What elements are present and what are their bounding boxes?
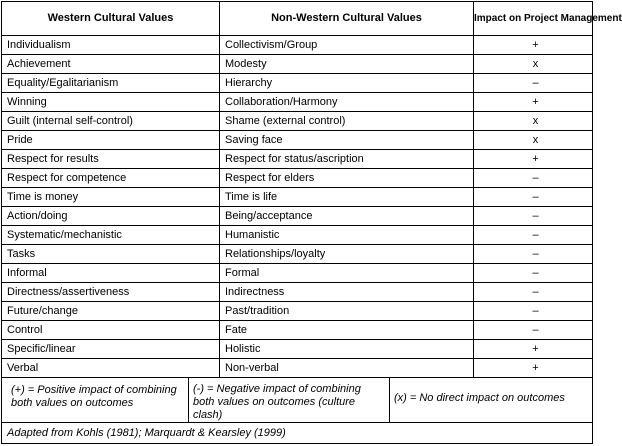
cell-impact: – [474,321,593,340]
cell-nonwestern: Past/tradition [220,302,474,321]
table-row [2,321,593,340]
source-citation: Adapted from Kohls (1981); Marquardt & Kearsley (1999) [2,423,593,444]
cell-impact: – [474,169,593,188]
table-row [2,74,593,93]
cell-nonwestern: Respect for elders [220,169,474,188]
cell-nonwestern: Hierarchy [220,74,474,93]
cell-western: Pride [2,131,220,150]
cell-impact: – [474,283,593,302]
cell-western: Guilt (internal self-control) [2,112,220,131]
cell-western: Action/doing [2,207,220,226]
cell-nonwestern: Indirectness [220,283,474,302]
header-nonwestern: Non-Western Cultural Values [220,2,474,36]
table-row [2,340,593,359]
legend-positive: (+) = Positive impact of combining both values on outcomes [7,378,189,422]
cell-impact: – [474,74,593,93]
cell-western: Equality/Egalitarianism [2,74,220,93]
cell-western: Winning [2,93,220,112]
cell-impact: – [474,302,593,321]
table-header-row [2,2,593,36]
cell-western: Specific/linear [2,340,220,359]
cell-impact: + [474,36,593,55]
cell-western: Control [2,321,220,340]
cell-nonwestern: Non-verbal [220,359,474,378]
cell-impact: – [474,207,593,226]
cell-western: Achievement [2,55,220,74]
table-body [2,36,593,378]
cell-western: Systematic/mechanistic [2,226,220,245]
cell-impact: – [474,264,593,283]
cultural-values-table [1,1,622,444]
cell-impact: x [474,131,593,150]
table-row [2,245,593,264]
legend-row [2,378,593,423]
table-row [2,188,593,207]
table-row [2,36,593,55]
cell-nonwestern: Collectivism/Group [220,36,474,55]
cell-western: Respect for results [2,150,220,169]
cell-nonwestern: Holistic [220,340,474,359]
cell-impact: – [474,226,593,245]
cell-impact: + [474,150,593,169]
cell-nonwestern: Formal [220,264,474,283]
cell-nonwestern: Respect for status/ascription [220,150,474,169]
cell-impact: x [474,55,593,74]
cell-western: Respect for competence [2,169,220,188]
table-row [2,302,593,321]
table-row [2,150,593,169]
cell-nonwestern: Relationships/loyalty [220,245,474,264]
cell-western: Individualism [2,36,220,55]
table-row [2,283,593,302]
cell-impact: + [474,93,593,112]
cell-nonwestern: Shame (external control) [220,112,474,131]
cell-nonwestern: Modesty [220,55,474,74]
cell-western: Directness/assertiveness [2,283,220,302]
legend-no-impact: (x) = No direct impact on outcomes [394,392,565,404]
cell-western: Informal [2,264,220,283]
legend-negative: (-) = Negative impact of combining both values on outcomes (culture clash) [189,378,390,422]
table-row [2,131,593,150]
cell-nonwestern: Fate [220,321,474,340]
cell-western: Time is money [2,188,220,207]
table-row [2,264,593,283]
cell-nonwestern: Humanistic [220,226,474,245]
table-row [2,169,593,188]
cell-nonwestern: Time is life [220,188,474,207]
cell-western: Verbal [2,359,220,378]
table-row [2,55,593,74]
legend [7,378,592,422]
cell-nonwestern: Collaboration/Harmony [220,93,474,112]
cell-nonwestern: Saving face [220,131,474,150]
table-row [2,112,593,131]
cell-impact: – [474,245,593,264]
cell-impact: x [474,112,593,131]
table-row [2,359,593,378]
cell-western: Future/change [2,302,220,321]
source-row [2,423,593,444]
table-row [2,226,593,245]
cell-impact: + [474,340,593,359]
table-row [2,93,593,112]
cell-nonwestern: Being/acceptance [220,207,474,226]
cell-impact: – [474,188,593,207]
cell-impact: + [474,359,593,378]
header-impact: Impact on Project Management [474,2,593,36]
header-western: Western Cultural Values [2,2,220,36]
table-row [2,207,593,226]
cell-western: Tasks [2,245,220,264]
